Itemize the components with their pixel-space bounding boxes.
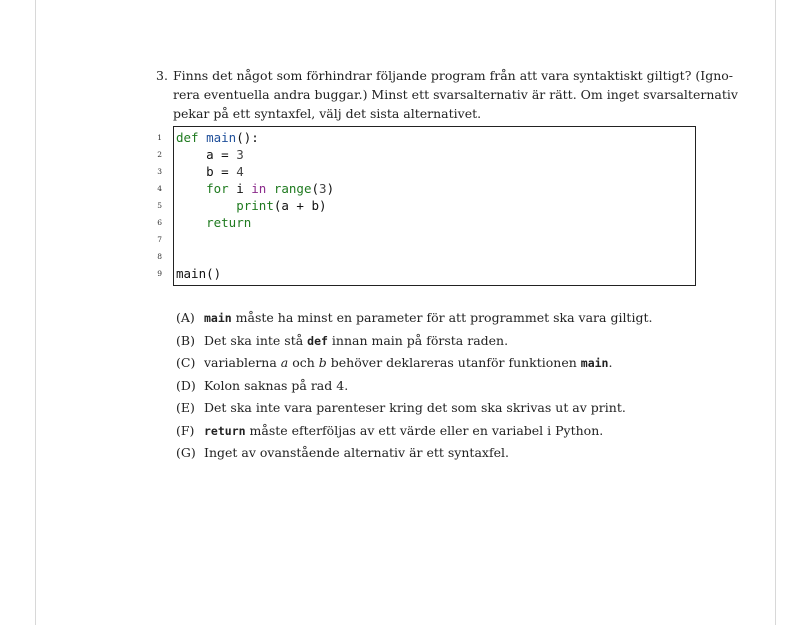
question-line: rera eventuella andra buggar.) Minst ett svarsalternativ är rätt. Om inget svarsalternativ [173,87,738,102]
code-indent [176,164,206,179]
option-text: main [204,311,232,325]
answer-option [176,397,652,420]
code-line [176,163,334,180]
code-indent [176,147,206,162]
code-token: 3 [236,147,244,162]
question [156,66,738,123]
code-token: () [206,266,222,281]
option-text: och [288,355,319,370]
code-line [176,265,334,282]
option-text: Det ska inte stå [204,332,308,348]
option-text: b [318,355,327,370]
option-text: main [580,356,609,370]
option-label: (B) [176,332,195,348]
option-text: Inget av ovanstående alternativ är ett syntaxfel. [204,445,509,460]
option-text: måste ha minst en parameter för att programmet ska vara giltigt. [231,310,653,325]
question-line: Finns det något som förhindrar följande program från att vara syntaktiskt giltigt? (Igno- [173,68,733,83]
answer-option [176,375,652,398]
page-edge-left [35,0,36,625]
line-number: 5 [157,201,162,210]
option-text: måste efterföljas av ett värde eller en variabel i Python. [245,422,604,438]
line-number: 4 [157,184,162,193]
line-number: 2 [157,150,162,159]
code-token: b = [206,164,237,179]
option-text: Kolon saknas på rad 4. [204,377,349,393]
question-line: pekar på ett syntaxfel, välj det sista alternativet. [173,106,482,121]
code-token: 4 [236,164,244,179]
answer-option [176,442,652,465]
option-label: (F) [176,422,195,438]
option-text: variablerna [204,355,281,370]
code-token [199,130,207,145]
page-edge-right [775,0,776,625]
code-token: print [236,198,274,213]
line-number: 9 [157,269,162,278]
code-token [266,181,274,196]
option-text: . [608,355,613,370]
code-token: i [228,181,252,196]
code-line [176,197,334,214]
code-token: main [206,130,237,145]
line-number: 7 [157,235,162,244]
answer-option [176,330,652,353]
code-line [176,248,334,265]
code-token: return [206,215,252,230]
option-text: behöver deklareras utanför funktionen [326,355,581,370]
code-line [176,214,334,231]
code-token: (a + b) [273,198,327,213]
option-text: a [280,355,289,370]
code-token: in [251,181,267,196]
answer-option [176,420,652,443]
answer-option [176,352,652,375]
line-number: 1 [157,133,162,142]
line-number: 6 [157,218,162,227]
code-line-numbers [148,129,162,282]
answer-option [176,307,652,330]
option-label: (G) [176,445,196,460]
code-line [176,146,334,163]
option-label: (E) [176,400,195,415]
code-token: ) [326,181,335,196]
code-token: a = [206,147,237,162]
code-indent [176,198,236,213]
code-token: ( [311,181,320,196]
code-token: 3 [319,181,327,196]
code-line [176,129,334,146]
code-listing [176,129,334,282]
code-token: range [273,181,312,196]
line-number: 3 [157,167,162,176]
option-text: def [307,333,328,348]
line-number: 8 [157,252,162,261]
code-indent [176,215,206,230]
option-text: innan main på första raden. [327,332,509,348]
option-label: (A) [176,310,195,325]
option-label: (C) [176,355,196,370]
option-label: (D) [176,377,196,393]
code-indent [176,181,206,196]
question-text [173,66,738,123]
option-text: Det ska inte vara parenteser kring det som ska skrivas ut av print. [204,400,626,415]
code-token: for [206,181,229,196]
code-token: (): [236,130,259,145]
code-token: main [176,266,207,281]
option-text: return [204,423,246,438]
question-number: 3. [156,68,168,83]
code-token: def [176,130,199,145]
answer-options [176,307,652,465]
code-line [176,231,334,248]
code-line [176,180,334,197]
